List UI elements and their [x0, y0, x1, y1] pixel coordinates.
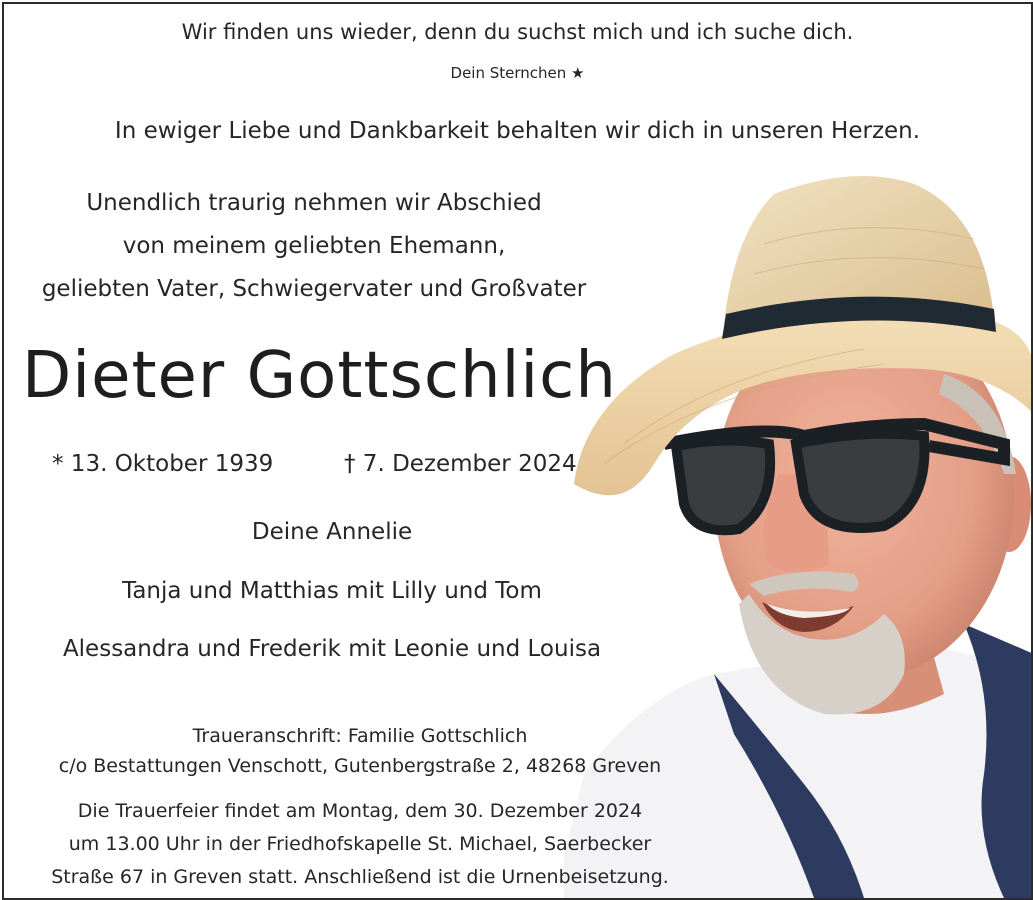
obituary-card: [2, 2, 1033, 900]
quote-text: Wir finden uns wieder, denn du suchst mich und ich suche dich.: [181, 20, 854, 44]
intro-line: von meinem geliebten Ehemann,: [122, 233, 506, 259]
intro-line: Unendlich traurig nehmen wir Abschied: [86, 190, 542, 216]
service-info-line: Die Trauerfeier findet am Montag, dem 30. Dezember 2024: [77, 800, 643, 822]
death-date: † 7. Dezember 2024: [344, 451, 577, 477]
intro-line: geliebten Vater, Schwiegervater und Großvater: [41, 276, 587, 302]
service-info-line: um 13.00 Uhr in der Friedhofskapelle St. Michael, Saerbecker: [68, 833, 652, 855]
love-line: In ewiger Liebe und Dankbarkeit behalten wir dich in unseren Herzen.: [114, 118, 921, 144]
family-line: Alessandra und Frederik mit Leonie und Louisa: [62, 636, 602, 662]
mourning-address-line: c/o Bestattungen Venschott, Gutenbergstraße 2, 48268 Greven: [58, 755, 662, 777]
quote-signature: Dein Sternchen ★: [450, 64, 585, 82]
deceased-name: Dieter Gottschlich: [22, 339, 617, 413]
service-info-line: Straße 67 in Greven statt. Anschließend ist die Urnenbeisetzung.: [51, 866, 669, 888]
family-line: Tanja und Matthias mit Lilly und Tom: [122, 578, 542, 604]
mourning-address-line: Traueranschrift: Familie Gottschlich: [192, 725, 528, 747]
birth-date: * 13. Oktober 1939: [52, 451, 274, 477]
family-line: Deine Annelie: [251, 519, 413, 545]
